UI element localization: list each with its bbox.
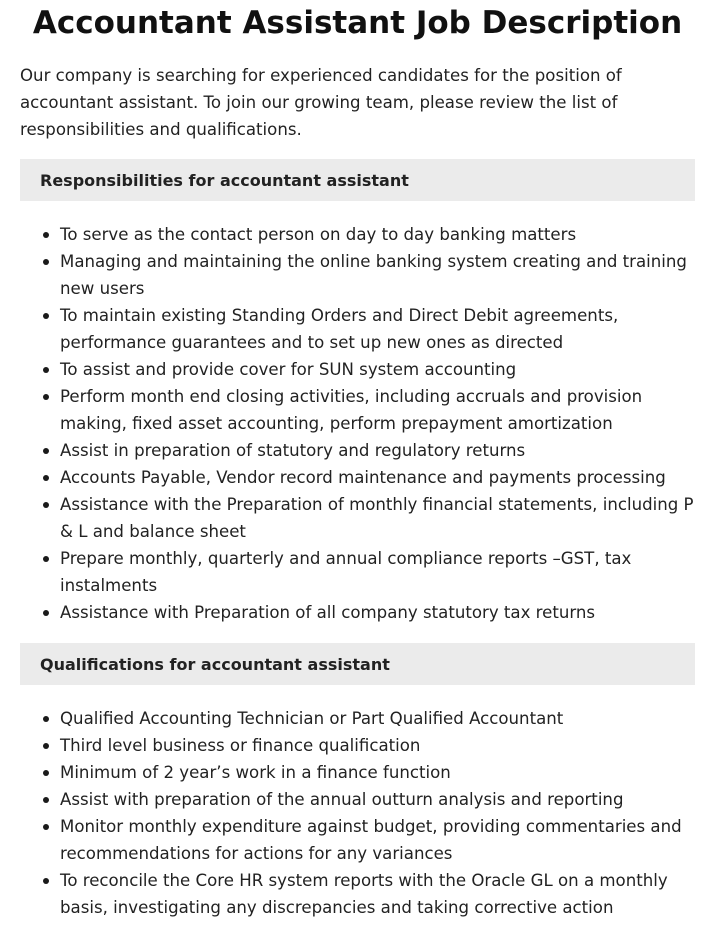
bullet-icon (43, 232, 49, 238)
responsibility-item-text: Accounts Payable, Vendor record maintenance and payments processing (60, 468, 666, 487)
bullet-icon (43, 797, 49, 803)
qualification-item (60, 867, 695, 921)
intro-paragraph: Our company is searching for experienced candidates for the position of accountant assistant. To join our growing team, please review the list of responsibilities and qualifications. (20, 66, 622, 139)
qualification-item-text: Assist with preparation of the annual outturn analysis and reporting (60, 790, 624, 809)
responsibility-item (60, 383, 695, 437)
bullet-icon (43, 367, 49, 373)
responsibility-item (60, 356, 695, 383)
bullet-icon (43, 770, 49, 776)
qualifications-list (20, 705, 695, 921)
responsibility-item-text: To maintain existing Standing Orders and Direct Debit agreements, performance guarantees and to set up new ones as directed (60, 306, 619, 352)
bullet-icon (43, 448, 49, 454)
responsibility-item (60, 248, 695, 302)
responsibility-item-text: To serve as the contact person on day to day banking matters (60, 225, 577, 244)
qualification-item-text: To reconcile the Core HR system reports with the Oracle GL on a monthly basis, investigating any discrepancies and taking corrective action (60, 871, 668, 917)
responsibility-item (60, 599, 695, 626)
bullet-icon (43, 716, 49, 722)
responsibility-item-text: Assistance with the Preparation of monthly financial statements, including P & L and balance sheet (60, 495, 694, 541)
responsibilities-list (20, 221, 695, 626)
qualifications-heading (20, 643, 695, 685)
bullet-icon (43, 824, 49, 830)
page-title: Accountant Assistant Job Description (32, 5, 683, 41)
responsibilities-heading (20, 159, 695, 201)
qualification-item (60, 705, 695, 732)
responsibility-item (60, 491, 695, 545)
responsibility-item (60, 221, 695, 248)
responsibility-item (60, 545, 695, 599)
qualification-item (60, 813, 695, 867)
qualification-item-text: Minimum of 2 year’s work in a finance function (60, 763, 451, 782)
responsibility-item (60, 437, 695, 464)
responsibility-item (60, 302, 695, 356)
bullet-icon (43, 502, 49, 508)
bullet-icon (43, 743, 49, 749)
qualification-item (60, 759, 695, 786)
qualification-item-text: Monitor monthly expenditure against budget, providing commentaries and recommendations for actions for any variances (60, 817, 682, 863)
qualification-item-text: Third level business or finance qualification (60, 736, 421, 755)
qualification-item (60, 732, 695, 759)
bullet-icon (43, 556, 49, 562)
responsibility-item-text: Assistance with Preparation of all company statutory tax returns (60, 603, 596, 622)
responsibility-item-text: Assist in preparation of statutory and regulatory returns (60, 441, 526, 460)
bullet-icon (43, 313, 49, 319)
responsibility-item-text: Prepare monthly, quarterly and annual compliance reports –GST, tax instalments (60, 549, 632, 595)
qualifications-heading-label: Qualifications for accountant assistant (40, 654, 390, 674)
bullet-icon (43, 878, 49, 884)
qualification-item-text: Qualified Accounting Technician or Part Qualified Accountant (60, 709, 564, 728)
responsibility-item-text: To assist and provide cover for SUN system accounting (60, 360, 517, 379)
responsibility-item-text: Perform month end closing activities, including accruals and provision making, fixed asset accounting, perform prepayment amortization (60, 387, 643, 433)
bullet-icon (43, 259, 49, 265)
bullet-icon (43, 394, 49, 400)
bullet-icon (43, 610, 49, 616)
qualification-item (60, 786, 695, 813)
responsibility-item-text: Managing and maintaining the online banking system creating and training new users (60, 252, 687, 298)
responsibility-item (60, 464, 695, 491)
bullet-icon (43, 475, 49, 481)
responsibilities-heading-label: Responsibilities for accountant assistant (40, 170, 409, 190)
